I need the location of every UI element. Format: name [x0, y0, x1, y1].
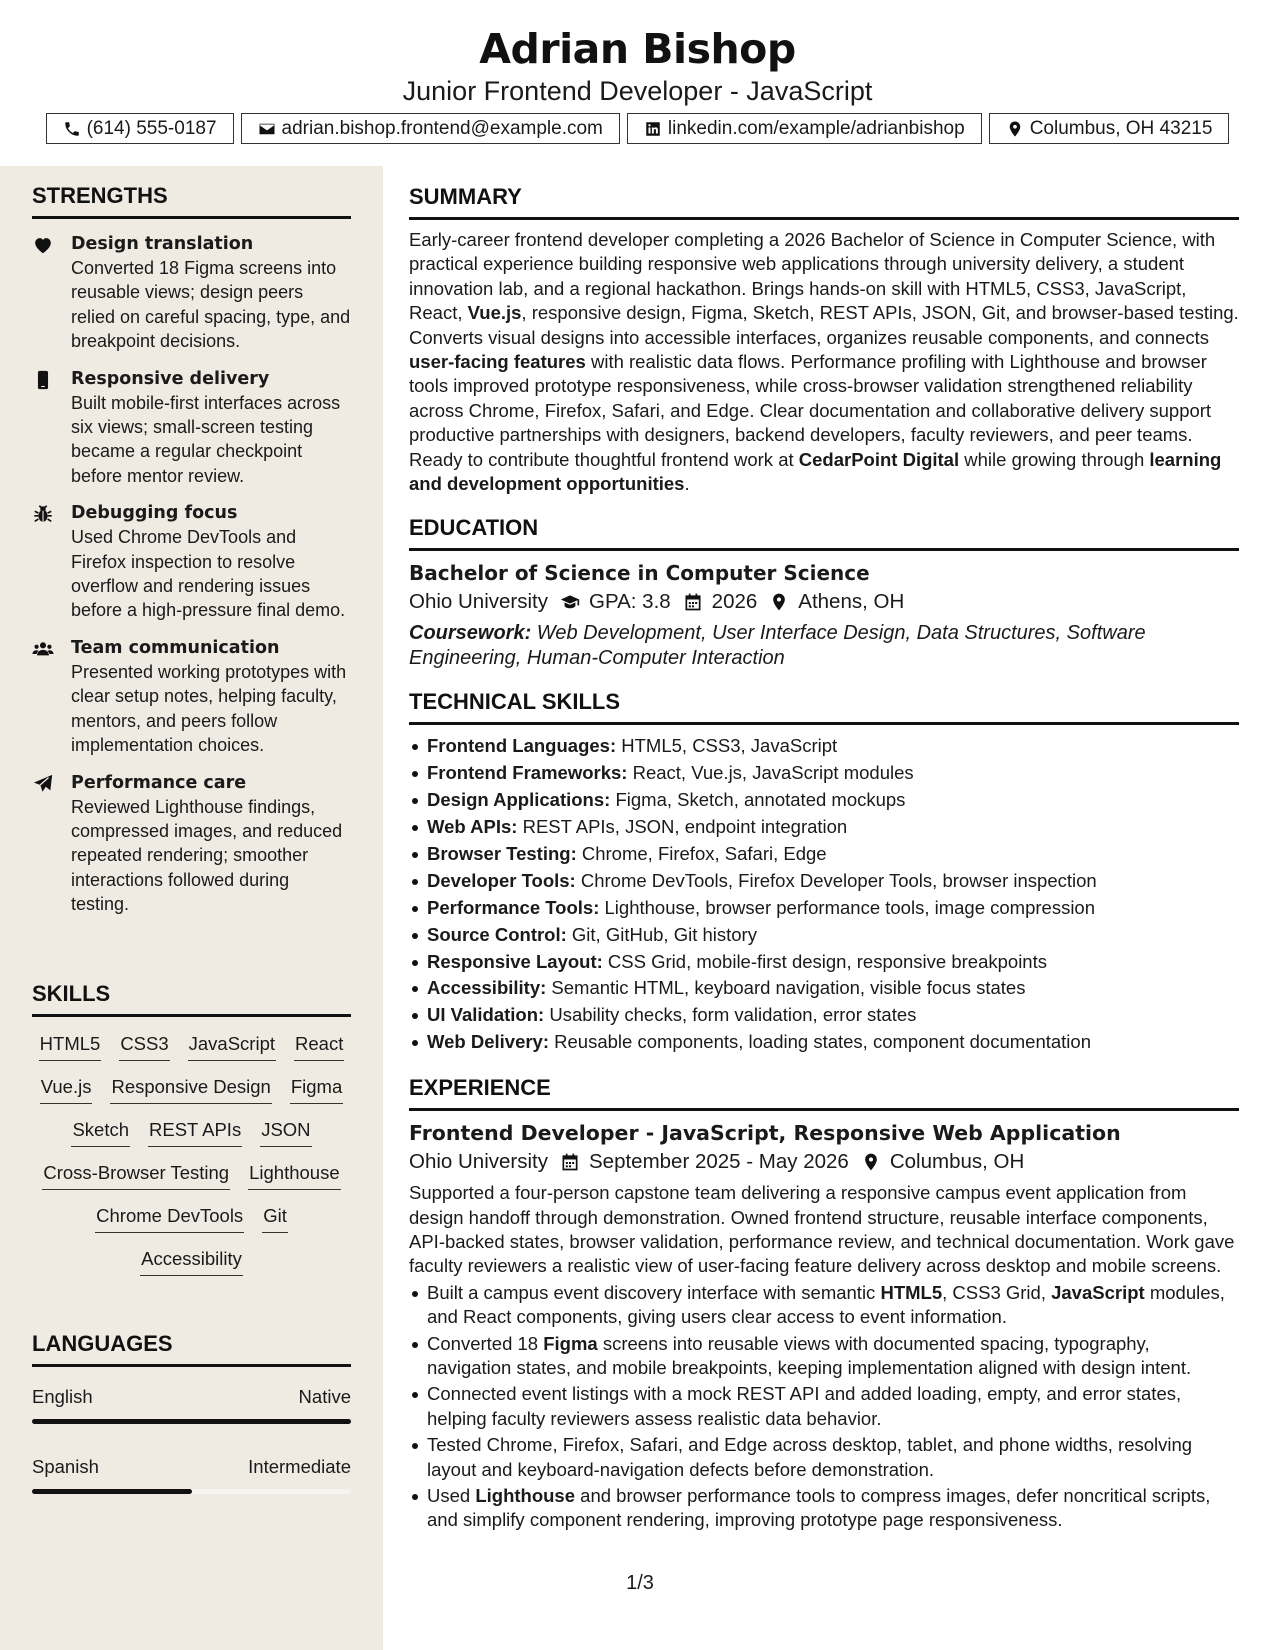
summary-title: SUMMARY: [409, 183, 1239, 220]
gpa: GPA: 3.8: [589, 590, 671, 614]
contact-linkedin[interactable]: [627, 113, 982, 144]
skill-category: Design Applications:: [427, 789, 611, 811]
coursework-list: Web Development, User Interface Design, Data Structures, Software Engineering, Human-Computer Interaction: [409, 622, 1146, 669]
strength-title: Debugging focus: [71, 503, 238, 524]
graduation-cap-icon: [560, 592, 580, 612]
skill-values: HTML5, CSS3, JavaScript: [616, 735, 838, 757]
skill-values: Git, GitHub, Git history: [566, 923, 757, 945]
language-name: English: [32, 1386, 93, 1407]
school-name: Ohio University: [409, 590, 548, 614]
envelope-icon: [258, 120, 276, 138]
list-item: [409, 1029, 1239, 1056]
map-pin-icon: [1006, 120, 1024, 138]
coursework: [409, 621, 1239, 670]
language-name: Spanish: [32, 1456, 99, 1477]
skill-values: CSS Grid, mobile-first design, responsive breakpoints: [602, 950, 1047, 972]
strength-title: Team communication: [71, 637, 280, 658]
job-description: Supported a four-person capstone team delivering a responsive campus event application from design handoff through demonstration. Owned frontend structure, reusable interface components, API-backed states, browser validation, performance review, and technical documentation. Work gave faculty reviewers a realistic view of user-facing feature delivery across desktop and mobile screens.: [409, 1182, 1235, 1277]
languages-section: [32, 1330, 351, 1494]
strength-item: [32, 232, 351, 354]
language-proficiency-fill: [32, 1489, 192, 1494]
skill-values: Semantic HTML, keyboard navigation, visible focus states: [546, 977, 1026, 999]
skill-category: Responsive Layout:: [427, 950, 603, 972]
language-proficiency-bar: [32, 1419, 351, 1424]
skill-category: Web APIs:: [427, 816, 518, 837]
contact-email-text: adrian.bishop.frontend@example.com: [281, 117, 603, 139]
skill-tag: JSON: [260, 1118, 311, 1147]
education-title: EDUCATION: [409, 514, 1239, 551]
list-item: [409, 975, 1239, 1002]
languages-title: LANGUAGES: [32, 1330, 351, 1367]
experience-title: EXPERIENCE: [409, 1074, 1239, 1111]
strength-title: Performance care: [71, 772, 247, 793]
map-pin-icon: [861, 1152, 881, 1172]
job-meta: [409, 1147, 1239, 1177]
education-section: [409, 514, 1239, 670]
users-icon: [32, 638, 54, 660]
skill-category: Web Delivery:: [427, 1031, 550, 1053]
language-proficiency-bar: [32, 1489, 351, 1494]
language-item: [32, 1455, 351, 1494]
paper-plane-icon: [32, 773, 54, 795]
skill-tag: CSS3: [119, 1032, 169, 1061]
skill-values: Chrome DevTools, Firefox Developer Tools, browser inspection: [575, 869, 1097, 891]
skill-tag: Cross-Browser Testing: [42, 1161, 230, 1190]
skill-values: REST APIs, JSON, endpoint integration: [517, 816, 848, 837]
candidate-role: Junior Frontend Developer - JavaScript: [402, 76, 873, 106]
strength-desc: Presented working prototypes with clear setup notes, helping faculty, mentors, and peers follow implementation choices.: [71, 661, 347, 756]
experience-section: [409, 1074, 1239, 1533]
job-dates: September 2025 - May 2026: [589, 1150, 849, 1174]
skill-tag: Vue.js: [40, 1075, 93, 1104]
job-bullets: [409, 1281, 1239, 1533]
contact-location-text: Columbus, OH 43215: [1029, 117, 1213, 139]
summary-text: Early-career frontend developer completing a 2026 Bachelor of Science in Computer Science, with practical experience building responsive web applications through university delivery, a student innovation lab, and a regional hackathon. Brings hands-on skill with HTML5, CSS3, JavaScript, React, Vue.js, responsive design, Figma, Sketch, REST APIs, JSON, Git, and browser-based testing. Converts visual designs into accessible interfaces, organizes reusable components, and connects user-facing features with realistic data flows. Performance profiling with Lighthouse and browser tools improved prototype responsiveness, while cross-browser validation strengthened reliability across Chrome, Firefox, Safari, and Edge. Clear documentation and collaborative delivery support productive partnerships with designers, backend developers, faculty reviewers, and peer teams. Ready to contribute thoughtful frontend work at CedarPoint Digital while growing through learning and development opportunities.: [409, 229, 1239, 495]
skill-category: Developer Tools:: [427, 869, 576, 891]
job-location: Columbus, OH: [889, 1150, 1025, 1174]
strength-desc: Converted 18 Figma screens into reusable views; design peers relied on careful spacing, type, and breakpoint decisions.: [71, 258, 351, 352]
skill-category: Browser Testing:: [427, 842, 577, 864]
skill-category: Accessibility:: [427, 977, 547, 999]
skill-tag: Sketch: [71, 1118, 130, 1147]
contact-phone[interactable]: [46, 113, 234, 144]
contact-linkedin-text: linkedin.com/example/adrianbishop: [667, 117, 965, 139]
list-item: Tested Chrome, Firefox, Safari, and Edge across desktop, tablet, and phone widths, resolving layout and keyboard-navigation defects before demonstration.: [409, 1433, 1239, 1482]
skill-tag: REST APIs: [148, 1118, 242, 1147]
skill-tag: React: [294, 1032, 344, 1061]
job-title: Frontend Developer - JavaScript, Responsive Web Application: [409, 1121, 1121, 1146]
skill-tag: Responsive Design: [110, 1075, 271, 1104]
skill-tag: Chrome DevTools: [95, 1204, 244, 1233]
skill-values: Reusable components, loading states, component documentation: [549, 1031, 1091, 1053]
skill-values: Usability checks, form validation, error states: [544, 1004, 917, 1026]
strength-desc: Used Chrome DevTools and Firefox inspection to resolve overflow and rendering issues before a high-pressure final demo.: [71, 527, 346, 621]
strength-item: [32, 367, 351, 489]
list-item: [409, 841, 1239, 868]
strength-item: [32, 636, 351, 758]
skill-values: Figma, Sketch, annotated mockups: [610, 789, 906, 811]
skills-list: [32, 1032, 351, 1276]
strengths-title: STRENGTHS: [32, 182, 351, 219]
graduation-year: 2026: [711, 590, 758, 614]
list-item: [409, 787, 1239, 814]
strength-title: Responsive delivery: [71, 368, 270, 389]
summary-section: [409, 183, 1239, 496]
skill-tag: Lighthouse: [248, 1161, 341, 1190]
education-location: Athens, OH: [798, 590, 905, 614]
list-item: Built a campus event discovery interface with semantic HTML5, CSS3 Grid, JavaScript modules, and React components, giving users clear access to event information.: [409, 1281, 1239, 1330]
list-item: [409, 949, 1239, 976]
contact-phone-text: (614) 555-0187: [86, 117, 217, 139]
contact-email[interactable]: [241, 113, 620, 144]
skill-category: Source Control:: [427, 923, 567, 945]
coursework-label: Coursework:: [409, 622, 532, 645]
resume-header: [0, 0, 1275, 166]
list-item: [409, 1002, 1239, 1029]
company-name: Ohio University: [409, 1150, 548, 1174]
strength-item: [32, 771, 351, 917]
skills-section: [32, 980, 351, 1276]
technical-skills-title: TECHNICAL SKILLS: [409, 688, 1239, 725]
education-meta: [409, 587, 1239, 617]
map-pin-icon: [769, 592, 789, 612]
list-item: Connected event listings with a mock REST API and added loading, empty, and error states, helping faculty reviewers assess realistic data behavior.: [409, 1382, 1239, 1431]
list-item: [409, 895, 1239, 922]
list-item: [409, 922, 1239, 949]
skill-category: Frontend Languages:: [427, 735, 617, 757]
language-proficiency-fill: [32, 1419, 351, 1424]
strength-title: Design translation: [71, 234, 254, 254]
page-number: 1/3: [626, 1572, 654, 1594]
list-item: Converted 18 Figma screens into reusable views with documented spacing, typography, navigation states, and mobile breakpoints, keeping implementation aligned with design intent.: [409, 1332, 1239, 1381]
language-item: [32, 1385, 351, 1424]
strengths-section: [32, 182, 351, 917]
strength-item: [32, 501, 351, 623]
candidate-name: Adrian Bishop: [479, 25, 796, 73]
degree-name: Bachelor of Science in Computer Science: [409, 561, 870, 586]
skill-values: Chrome, Firefox, Safari, Edge: [576, 842, 827, 864]
list-item: [409, 733, 1239, 760]
sidebar: [0, 166, 383, 1650]
list-item: [409, 814, 1239, 841]
skill-tag: Git: [262, 1204, 288, 1233]
linkedin-icon: [644, 120, 662, 138]
calendar-icon: [560, 1152, 580, 1172]
contact-bar: [0, 113, 1275, 144]
strength-desc: Reviewed Lighthouse findings, compressed images, and reduced repeated rendering; smoother interactions followed during testing.: [71, 796, 343, 915]
phone-icon: [63, 120, 81, 138]
technical-skills-section: [409, 688, 1239, 1056]
mobile-icon: [32, 369, 54, 391]
skill-values: Lighthouse, browser performance tools, image compression: [599, 896, 1096, 918]
strength-desc: Built mobile-first interfaces across six views; small-screen testing became a regular checkpoint before mentor review.: [71, 392, 341, 486]
heart-icon: [32, 234, 54, 256]
main-column: [409, 183, 1239, 1551]
list-item: [409, 868, 1239, 895]
skill-tag: Figma: [290, 1075, 343, 1104]
bug-icon: [32, 503, 54, 525]
skill-category: Frontend Frameworks:: [427, 762, 628, 784]
calendar-icon: [683, 592, 703, 612]
skill-category: Performance Tools:: [427, 896, 600, 918]
skill-tag: JavaScript: [188, 1032, 276, 1061]
language-level: Intermediate: [248, 1456, 351, 1477]
skills-title: SKILLS: [32, 980, 351, 1017]
skill-tag: Accessibility: [140, 1247, 243, 1276]
contact-location: [989, 113, 1230, 144]
list-item: [409, 760, 1239, 787]
technical-skills-list: [409, 733, 1239, 1056]
skill-values: React, Vue.js, JavaScript modules: [627, 762, 914, 784]
language-level: Native: [298, 1386, 351, 1407]
list-item: Used Lighthouse and browser performance tools to compress images, defer noncritical scripts, and simplify component rendering, improving prototype page responsiveness.: [409, 1484, 1239, 1533]
skill-tag: HTML5: [39, 1032, 102, 1061]
skill-category: UI Validation:: [427, 1004, 545, 1026]
